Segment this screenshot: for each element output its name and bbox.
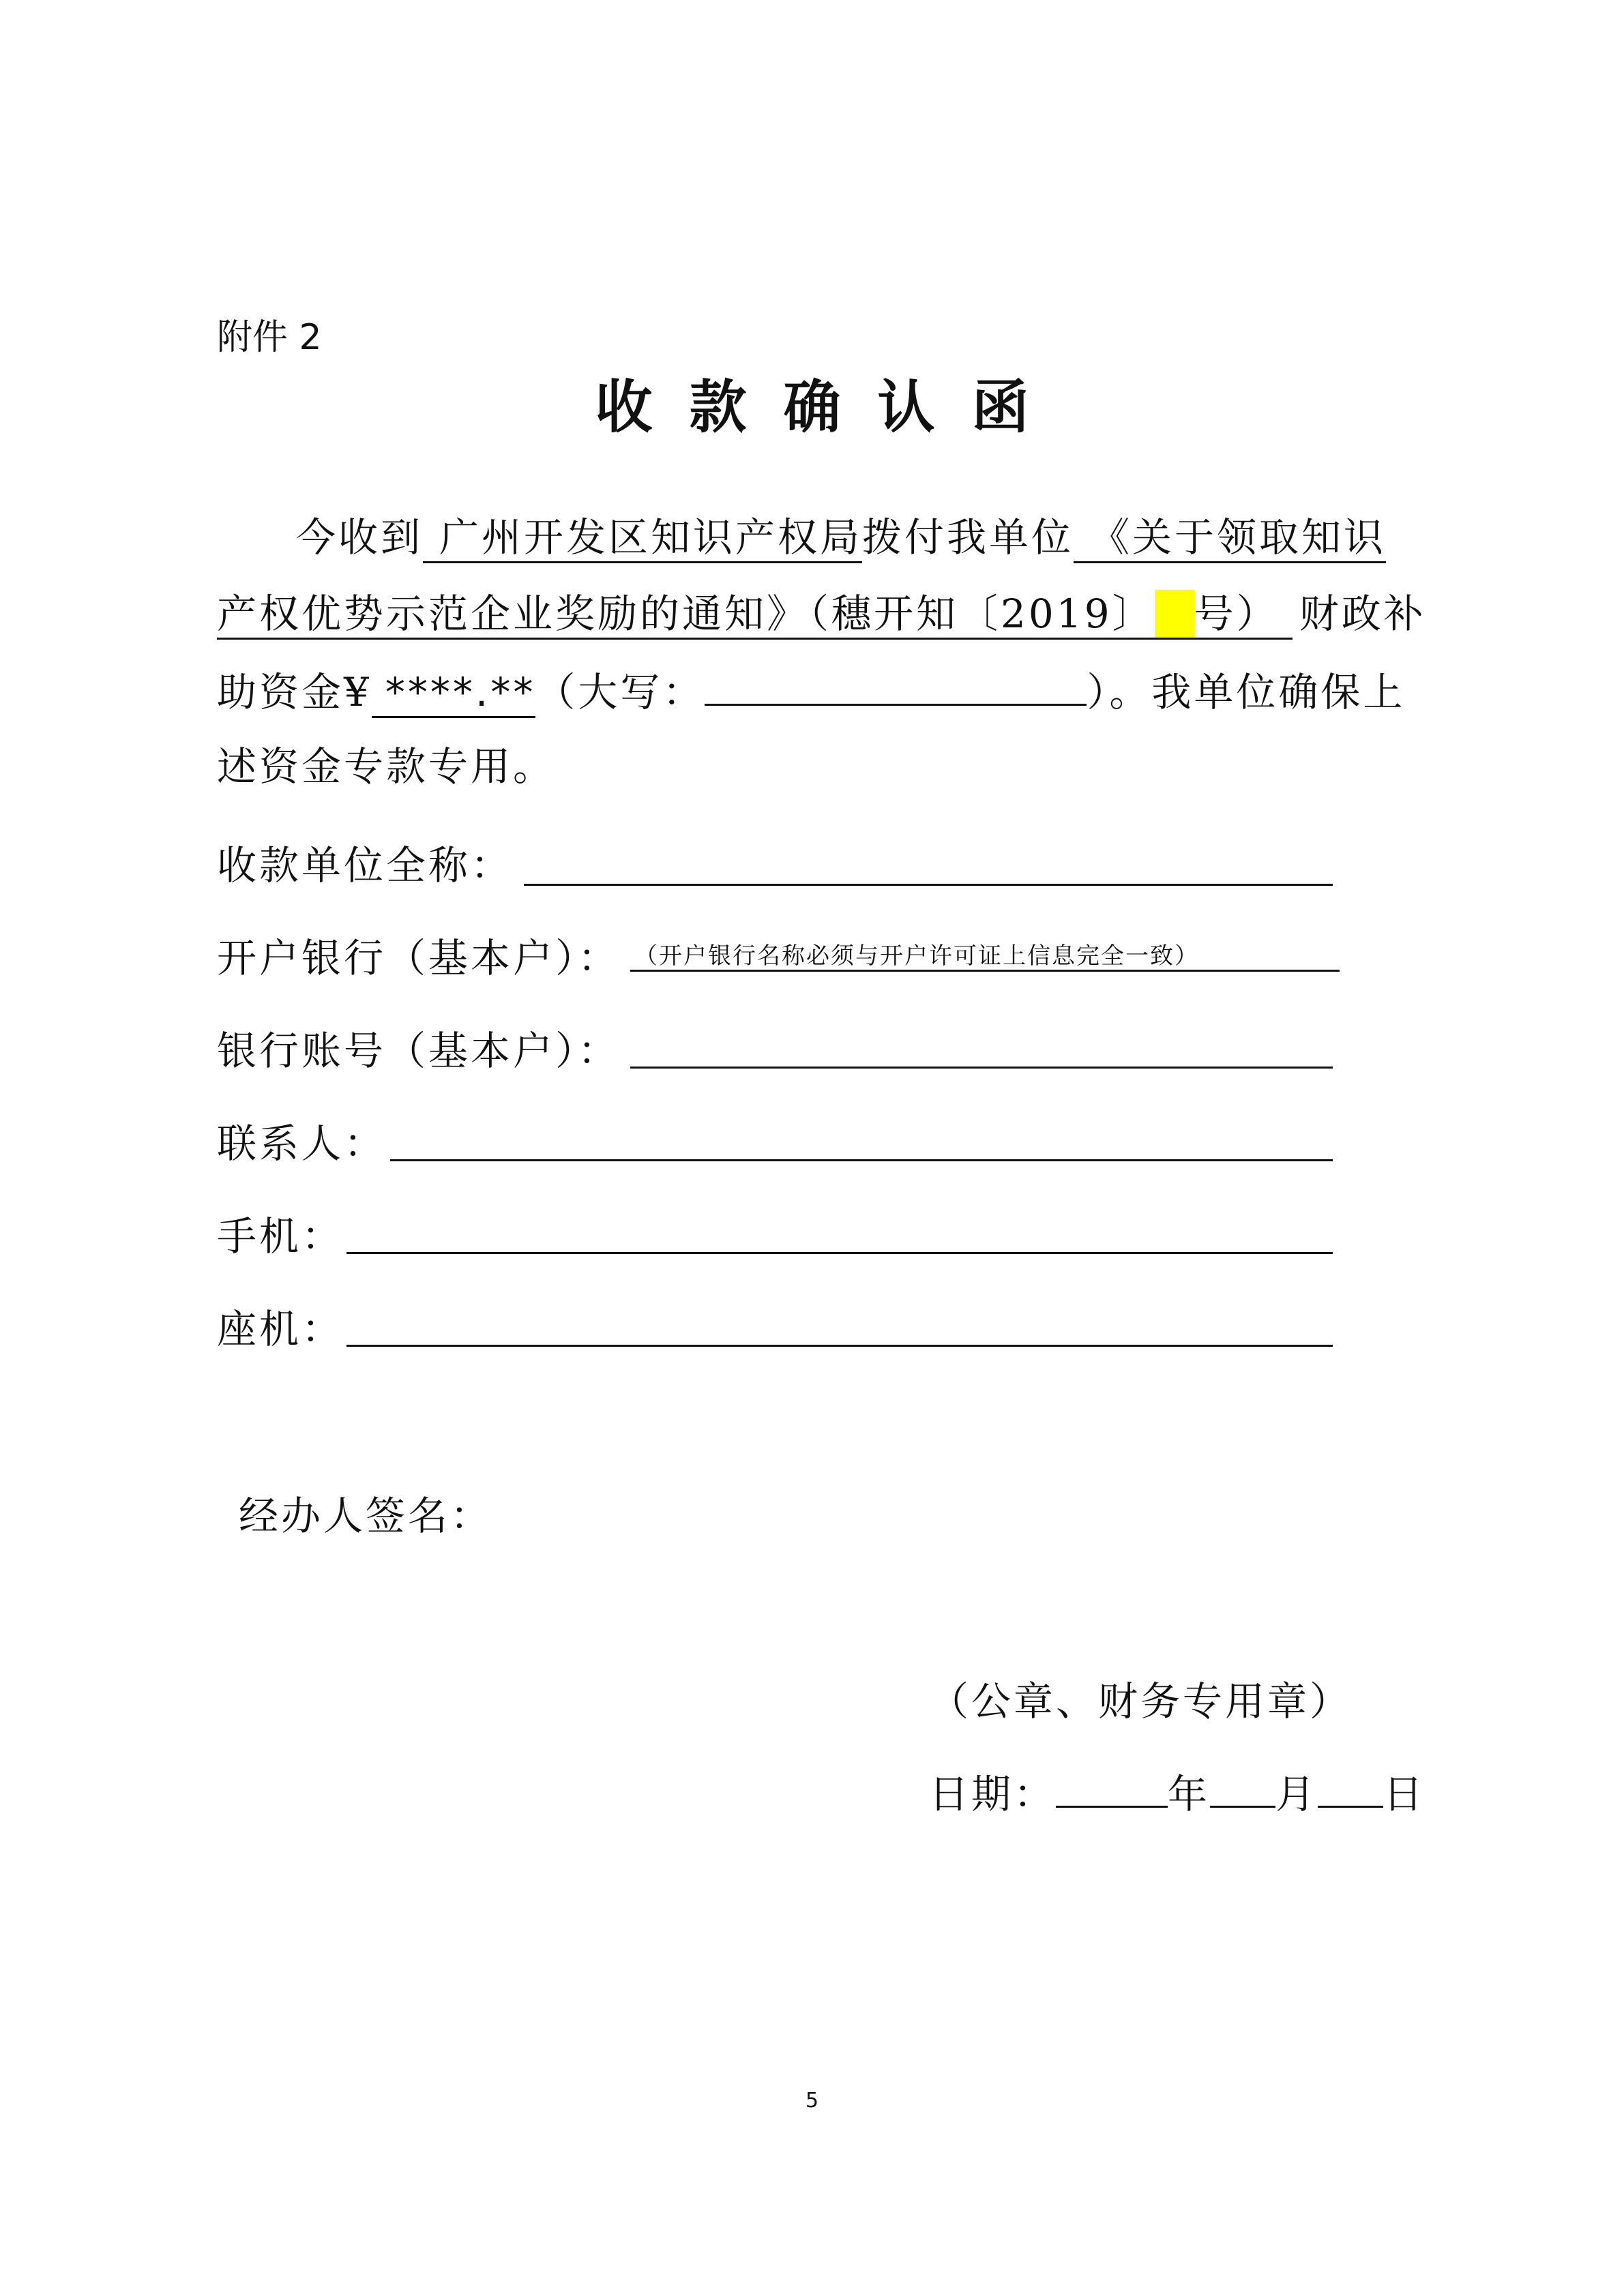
contact-label: 联系人： (217, 1120, 387, 1167)
bank-hint: （开户银行名称必须与开户许可证上信息完全一致） (634, 942, 1199, 970)
document-name-start: 《关于领取知识 (1074, 513, 1386, 563)
contact-line[interactable] (390, 1159, 1333, 1161)
seal-label: （公章、财务专用章） (929, 1678, 1353, 1725)
date-row (929, 1762, 1426, 1819)
payer-name: 广州开发区知识产权局 (423, 513, 862, 563)
payee-name-line[interactable] (524, 884, 1333, 886)
year-blank[interactable] (1056, 1765, 1168, 1808)
month-blank[interactable] (1210, 1765, 1275, 1808)
date-label: 日期： (929, 1771, 1057, 1817)
doc-number-blank[interactable] (1155, 590, 1194, 640)
landline-label: 座机： (217, 1306, 344, 1352)
year-label: 年 (1168, 1771, 1211, 1817)
day-blank[interactable] (1318, 1765, 1383, 1808)
doc-number-suffix: 号） (1194, 590, 1293, 640)
amount-value: ****.** (372, 668, 535, 718)
attachment-label: 附件 2 (217, 317, 322, 358)
bank-line[interactable] (630, 970, 1340, 972)
amount-upper-label: （大写： (535, 669, 705, 715)
mobile-label: 手机： (217, 1213, 344, 1259)
paragraph-line-1 (217, 510, 1386, 565)
document-title: 收款确认函 (595, 374, 1066, 441)
page-number: 5 (805, 2089, 819, 2113)
payee-name-label: 收款单位全称： (217, 842, 514, 889)
para-tail-2: 财政补 (1299, 591, 1426, 637)
para-tail-3: ）。我单位确保上 (1087, 669, 1406, 715)
bank-label: 开户银行（基本户）： (217, 935, 621, 981)
account-label: 银行账号（基本户）： (217, 1028, 621, 1074)
paragraph-line-3 (217, 663, 1405, 717)
month-label: 月 (1275, 1771, 1318, 1817)
para-prefix-3: 助资金¥ (217, 669, 372, 715)
amount-upper-blank[interactable] (705, 663, 1087, 706)
account-line[interactable] (630, 1067, 1333, 1069)
paragraph-line-2 (217, 586, 1426, 641)
para-prefix: 今收到 (296, 514, 424, 561)
paragraph-line-4: 述资金专款专用。 (217, 743, 556, 790)
mobile-line[interactable] (346, 1252, 1333, 1254)
day-label: 日 (1383, 1771, 1426, 1817)
landline-line[interactable] (346, 1345, 1333, 1347)
para-mid: 拨付我单位 (862, 514, 1074, 561)
document-name-cont: 产权优势示范企业奖励的通知》（穗开知〔2019〕 (217, 590, 1155, 640)
signature-label: 经办人签名： (239, 1493, 493, 1539)
